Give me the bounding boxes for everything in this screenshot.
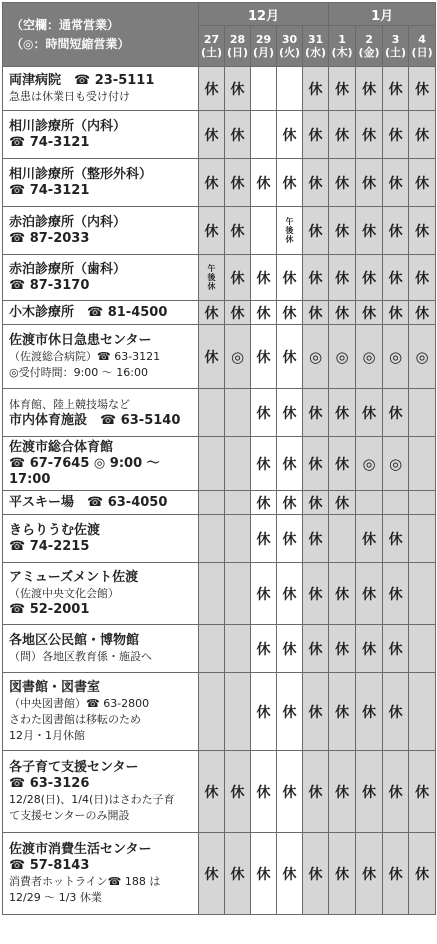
facility-row	[3, 325, 436, 389]
status-cell: 休	[277, 255, 303, 301]
status-cell: 午 後 休	[199, 255, 225, 301]
day-number: 4	[418, 33, 426, 46]
status-cell: 休	[409, 255, 436, 301]
status-cell: 休	[251, 389, 277, 437]
day-of-week: (金)	[358, 46, 380, 59]
status-cell: 休	[303, 751, 329, 833]
status-cell: 休	[303, 389, 329, 437]
status-cell: 休	[225, 159, 251, 207]
facility-text: （佐渡総合病院）☎ 63-3121	[9, 350, 161, 363]
status-cell: 休	[329, 625, 356, 673]
facility-row	[3, 437, 436, 491]
day-header	[225, 26, 251, 67]
facility-text: 赤泊診療所（歯科）	[9, 262, 127, 277]
facility-name-cell	[3, 67, 199, 111]
day-number: 3	[391, 33, 400, 46]
status-cell: 休	[409, 833, 436, 915]
facility-text: 市内体育施設 ☎ 63-5140	[9, 413, 181, 428]
status-cell: 休	[303, 159, 329, 207]
status-cell: 休	[303, 111, 329, 159]
schedule-body	[3, 67, 436, 915]
facility-name-cell	[3, 833, 199, 915]
status-cell: 休	[383, 67, 409, 111]
status-cell	[199, 491, 225, 515]
status-cell: 休	[225, 67, 251, 111]
facility-name-cell	[3, 673, 199, 751]
status-cell: 休	[383, 159, 409, 207]
status-cell: 休	[277, 673, 303, 751]
status-cell: 休	[356, 389, 383, 437]
status-cell: 休	[303, 673, 329, 751]
status-cell: 休	[251, 159, 277, 207]
status-cell	[199, 389, 225, 437]
status-cell: 休	[199, 67, 225, 111]
facility-row	[3, 515, 436, 563]
facility-row	[3, 255, 436, 301]
facility-text: 消費者ホットライン☎ 188 は	[9, 875, 161, 888]
status-cell: 休	[303, 255, 329, 301]
day-number: 30	[281, 33, 298, 46]
day-header	[251, 26, 277, 67]
status-cell: 休	[251, 673, 277, 751]
status-cell: 休	[356, 625, 383, 673]
facility-row	[3, 67, 436, 111]
legend-cell	[3, 3, 199, 67]
facility-text: ☎ 52-2001	[9, 602, 90, 617]
holiday-schedule-table	[2, 2, 436, 915]
status-cell: 休	[329, 563, 356, 625]
status-cell: 休	[303, 301, 329, 325]
status-cell: 休	[356, 159, 383, 207]
status-cell: 休	[251, 301, 277, 325]
status-cell: 休	[383, 673, 409, 751]
day-number: 2	[365, 33, 373, 46]
facility-text: 急患は休業日も受け付け	[9, 90, 130, 103]
month-january: 1月	[329, 3, 436, 26]
day-of-week: (土)	[200, 46, 223, 59]
status-cell: 休	[329, 437, 356, 491]
status-cell: 休	[251, 563, 277, 625]
status-cell: 休	[329, 207, 356, 255]
facility-text: ☎ 74-3121	[9, 135, 90, 150]
facility-text: 体育館、陸上競技場など	[9, 398, 130, 411]
status-cell: 休	[303, 625, 329, 673]
legend-blank: （空欄：通常営業）	[11, 17, 120, 32]
status-cell: 休	[329, 833, 356, 915]
status-cell: 休	[277, 515, 303, 563]
status-cell: 休	[329, 111, 356, 159]
facility-row	[3, 833, 436, 915]
status-cell: 休	[277, 751, 303, 833]
status-cell: 休	[199, 325, 225, 389]
facility-name-cell	[3, 515, 199, 563]
status-cell: 休	[383, 563, 409, 625]
facility-name-cell	[3, 389, 199, 437]
status-cell: 休	[329, 673, 356, 751]
day-header	[329, 26, 356, 67]
status-cell: 休	[225, 111, 251, 159]
facility-text: 佐渡市総合体育館	[9, 440, 114, 455]
status-cell: 休	[329, 301, 356, 325]
facility-text: 平スキー場 ☎ 63-4050	[9, 495, 168, 510]
status-cell	[409, 389, 436, 437]
status-cell: 休	[199, 207, 225, 255]
status-cell	[277, 67, 303, 111]
day-of-week: (土)	[385, 46, 407, 59]
status-cell: 休	[356, 207, 383, 255]
day-number: 27	[203, 33, 220, 46]
status-cell	[225, 515, 251, 563]
status-cell: 休	[383, 751, 409, 833]
status-cell: 休	[356, 255, 383, 301]
day-number: 28	[229, 33, 246, 46]
status-cell: 休	[409, 751, 436, 833]
status-cell	[199, 625, 225, 673]
status-cell: 休	[277, 625, 303, 673]
day-of-week: (水)	[305, 46, 327, 59]
status-cell: 休	[251, 491, 277, 515]
legend-short-hours: （◎：時間短縮営業）	[11, 36, 130, 51]
status-cell	[409, 515, 436, 563]
status-cell: 休	[199, 751, 225, 833]
facility-text: 小木診療所 ☎ 81-4500	[9, 305, 168, 320]
status-cell: 休	[409, 207, 436, 255]
facility-text: ☎ 74-3121	[9, 183, 90, 198]
status-cell: 休	[409, 159, 436, 207]
facility-text: ☎ 87-2033	[9, 231, 90, 246]
status-cell: 休	[251, 625, 277, 673]
status-cell	[383, 491, 409, 515]
facility-text: 相川診療所（内科）	[9, 119, 127, 134]
status-cell	[225, 673, 251, 751]
status-cell: 休	[251, 515, 277, 563]
facility-text: さわた図書館は移転のため	[9, 713, 141, 726]
day-header	[199, 26, 225, 67]
day-of-week: (火)	[278, 46, 301, 59]
facility-text: ☎ 63-3126	[9, 776, 90, 791]
status-cell: 休	[199, 159, 225, 207]
status-cell: ◎	[409, 325, 436, 389]
status-cell	[409, 673, 436, 751]
facility-text: て支援センターのみ開設	[9, 809, 130, 822]
facility-name-cell	[3, 437, 199, 491]
status-cell	[199, 563, 225, 625]
status-cell	[225, 437, 251, 491]
day-of-week: (日)	[226, 46, 249, 59]
status-cell	[199, 673, 225, 751]
facility-row	[3, 491, 436, 515]
status-cell: 休	[383, 255, 409, 301]
facility-row	[3, 301, 436, 325]
status-cell: 休	[277, 563, 303, 625]
status-cell: 休	[225, 751, 251, 833]
status-cell: 休	[356, 673, 383, 751]
status-cell: 休	[356, 833, 383, 915]
status-cell: 休	[329, 751, 356, 833]
status-cell	[251, 111, 277, 159]
facility-text: アミューズメント佐渡	[9, 570, 139, 585]
status-cell	[199, 437, 225, 491]
status-cell	[225, 389, 251, 437]
facility-row	[3, 673, 436, 751]
status-cell: 休	[383, 833, 409, 915]
status-cell: 休	[303, 515, 329, 563]
facility-row	[3, 389, 436, 437]
day-of-week: (月)	[252, 46, 275, 59]
facility-text: 両津病院 ☎ 23-5111	[9, 73, 155, 88]
status-cell: 休	[329, 67, 356, 111]
facility-row	[3, 207, 436, 255]
facility-text: 佐渡市休日急患センター	[9, 333, 152, 348]
status-cell: 休	[329, 491, 356, 515]
facility-text: 12/28(日)、1/4(日)はさわた子育	[9, 793, 175, 806]
status-cell: 休	[356, 751, 383, 833]
facility-row	[3, 751, 436, 833]
facility-text: 赤泊診療所（内科）	[9, 215, 127, 230]
status-cell: 休	[199, 111, 225, 159]
status-cell: 休	[303, 833, 329, 915]
facility-text: 相川診療所（整形外科）	[9, 167, 153, 182]
status-cell: 休	[383, 301, 409, 325]
month-december: 12月	[199, 3, 329, 26]
status-cell: 休	[277, 111, 303, 159]
status-cell: 休	[251, 751, 277, 833]
facility-row	[3, 159, 436, 207]
status-cell: 休	[251, 437, 277, 491]
status-cell: ◎	[356, 437, 383, 491]
status-cell: ◎	[383, 325, 409, 389]
status-cell: 休	[225, 207, 251, 255]
facility-text: ☎ 87-3170	[9, 278, 90, 293]
status-cell: 休	[383, 515, 409, 563]
status-cell: 休	[251, 833, 277, 915]
facility-text: ☎ 57-8143	[9, 858, 90, 873]
status-cell: 休	[383, 389, 409, 437]
facility-name-cell	[3, 207, 199, 255]
facility-name-cell	[3, 255, 199, 301]
facility-text: （中央図書館）☎ 63-2800	[9, 697, 150, 710]
facility-text: ☎ 74-2215	[9, 539, 90, 554]
status-cell: 休	[383, 625, 409, 673]
status-cell: 休	[303, 67, 329, 111]
status-cell	[356, 491, 383, 515]
status-cell: 休	[199, 301, 225, 325]
day-header	[356, 26, 383, 67]
facility-row	[3, 625, 436, 673]
facility-name-cell	[3, 111, 199, 159]
status-cell: ◎	[383, 437, 409, 491]
status-cell	[409, 437, 436, 491]
day-header	[303, 26, 329, 67]
facility-text: 各地区公民館・博物館	[9, 633, 140, 648]
status-cell: 休	[303, 563, 329, 625]
status-cell: 休	[251, 255, 277, 301]
facility-text: ◎受付時間：9:00 ～ 16:00	[9, 366, 148, 379]
status-cell: 休	[329, 159, 356, 207]
facility-name-cell	[3, 563, 199, 625]
status-cell: 休	[277, 325, 303, 389]
status-cell: 休	[303, 207, 329, 255]
facility-name-cell	[3, 159, 199, 207]
facility-name-cell	[3, 325, 199, 389]
status-cell: ◎	[303, 325, 329, 389]
status-cell	[251, 67, 277, 111]
status-cell	[409, 563, 436, 625]
status-cell	[409, 491, 436, 515]
status-cell: 休	[356, 515, 383, 563]
facility-text: （佐渡中央文化会館）	[9, 587, 119, 600]
day-header	[277, 26, 303, 67]
status-cell: ◎	[329, 325, 356, 389]
status-cell: 休	[356, 111, 383, 159]
facility-name-cell	[3, 625, 199, 673]
day-number: 31	[307, 33, 324, 46]
status-cell: ◎	[225, 325, 251, 389]
day-header	[409, 26, 436, 67]
status-cell: 休	[225, 833, 251, 915]
status-cell: 休	[409, 67, 436, 111]
status-cell: 休	[225, 301, 251, 325]
status-cell: 休	[199, 833, 225, 915]
status-cell: 休	[383, 207, 409, 255]
status-cell: 休	[277, 159, 303, 207]
facility-text: 各子育て支援センター	[9, 760, 139, 775]
status-cell: 休	[277, 437, 303, 491]
facility-text: （問）各地区教育係・施設へ	[9, 650, 152, 663]
status-cell: 休	[251, 325, 277, 389]
facility-text: 佐渡市消費生活センター	[9, 842, 152, 857]
day-number: 1	[338, 33, 346, 46]
status-cell: ◎	[356, 325, 383, 389]
status-cell: 休	[277, 833, 303, 915]
status-cell: 休	[329, 255, 356, 301]
day-of-week: (木)	[331, 46, 353, 59]
facility-name-cell	[3, 301, 199, 325]
status-cell: 休	[356, 563, 383, 625]
status-cell: 休	[356, 301, 383, 325]
status-cell: 休	[409, 111, 436, 159]
day-number: 29	[255, 33, 272, 46]
status-cell	[225, 563, 251, 625]
status-cell	[409, 625, 436, 673]
facility-row	[3, 111, 436, 159]
status-cell: 休	[303, 491, 329, 515]
facility-text: ☎ 67-7645 ◎ 9:00 ～ 17:00	[9, 456, 160, 487]
status-cell	[225, 625, 251, 673]
status-cell: 休	[277, 301, 303, 325]
status-cell: 午 後 休	[277, 207, 303, 255]
facility-text: 図書館・図書室	[9, 680, 101, 695]
status-cell	[251, 207, 277, 255]
facility-name-cell	[3, 491, 199, 515]
status-cell: 休	[303, 437, 329, 491]
day-header	[383, 26, 409, 67]
status-cell: 休	[225, 255, 251, 301]
status-cell: 休	[409, 301, 436, 325]
status-cell: 休	[329, 389, 356, 437]
day-of-week: (日)	[411, 46, 433, 59]
status-cell: 休	[383, 111, 409, 159]
status-cell	[199, 515, 225, 563]
status-cell: 休	[277, 491, 303, 515]
status-cell: 休	[277, 389, 303, 437]
facility-name-cell	[3, 751, 199, 833]
status-cell	[329, 515, 356, 563]
facility-text: きらりうむ佐渡	[9, 523, 101, 538]
facility-text: 12/29 ～ 1/3 休業	[9, 891, 102, 904]
status-cell	[225, 491, 251, 515]
facility-text: 12月・1月休館	[9, 729, 85, 742]
facility-row	[3, 563, 436, 625]
status-cell: 休	[356, 67, 383, 111]
